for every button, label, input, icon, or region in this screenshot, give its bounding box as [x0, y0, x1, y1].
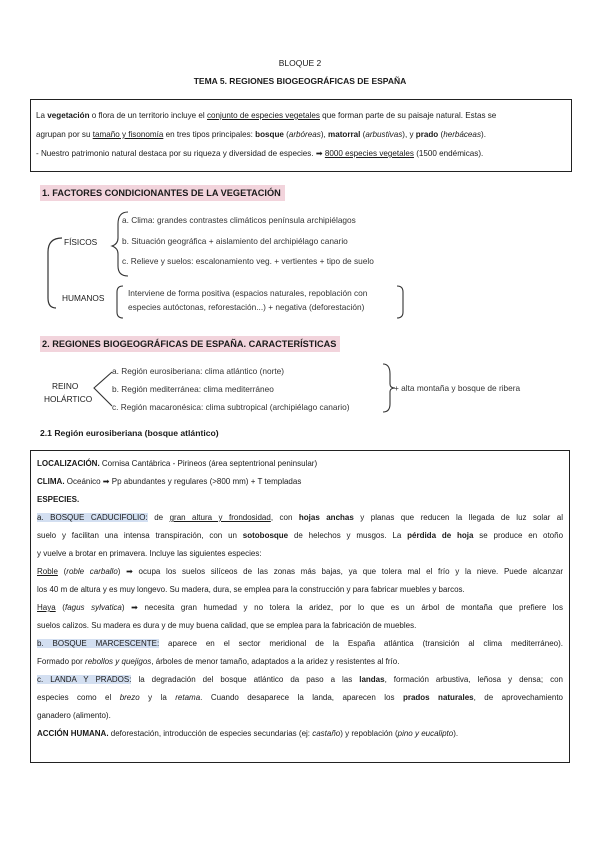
factor-c: c. Relieve y suelos: escalonamiento veg. + vertientes + tipo de suelo	[122, 256, 374, 266]
caducifolio-line-2: suelo y facilitan una intensa transpiración, con un sotobosque de helechos y musgos. La pérdida de hoja se produce en otoño	[37, 531, 564, 540]
factor-a: a. Clima: grandes contrastes climáticos península archipiélagos	[122, 215, 356, 225]
page-title: TEMA 5. REGIONES BIOGEOGRÁFICAS DE ESPAÑA	[193, 76, 407, 86]
accion-humana-line: ACCIÓN HUMANA. deforestación, introducción de especies secundarias (ej: castaño) y repoblación (pino y eucalipto).	[37, 729, 459, 738]
subsection-2-1-heading: 2.1 Región eurosiberiana (bosque atlántico)	[40, 428, 219, 438]
holartico-label: HOLÁRTICO	[44, 394, 93, 404]
landa-line-1: c. LANDA Y PRADOS: la degradación del bosque atlántico da paso a las landas, formación arbustiva, leñosa y densa; con	[37, 675, 563, 684]
section-2-heading: 2. REGIONES BIOGEOGRÁFICAS DE ESPAÑA. CARACTERÍSTICAS	[40, 334, 340, 352]
roble-line-1: Roble (roble carballo) ➡ ocupa los suelos silíceos de las zonas más bajas, ya que tolera mal el frío y la nieve. Puede alcanzar	[37, 567, 564, 576]
landa-line-2: especies como el brezo y la retama. Cuando desaparece la landa, aparecen los prados naturales, de aprovechamiento	[37, 693, 563, 702]
region-b: b. Región mediterránea: clima mediterráneo	[112, 384, 274, 394]
localizacion-line: LOCALIZACIÓN. Cornisa Cantábrica - Pirineos (área septentrional peninsular)	[37, 459, 318, 468]
reino-arrow-brace	[90, 364, 114, 412]
intro-line-3: - Nuestro patrimonio natural destaca por su riqueza y diversidad de especies. ➡ 8000 especies vegetales (1500 endémicas).	[36, 149, 484, 158]
region-a: a. Región eurosiberiana: clima atlántico (norte)	[112, 366, 285, 376]
eurosiberiana-box	[30, 450, 570, 763]
humanos-bracket-right	[394, 284, 408, 320]
bloque-label: BLOQUE 2	[278, 58, 322, 68]
marcescente-line-2: Formado por rebollos y quejigos, árboles de menor tamaño, adaptados a la aridez y resistentes al frío.	[37, 657, 400, 666]
fisicos-label: FÍSICOS	[64, 237, 98, 247]
reino-label: REINO	[52, 381, 79, 391]
caducifolio-line-1: a. BOSQUE CADUCIFOLIO: de gran altura y frondosidad, con hojas anchas y planas que reducen la llegada de luz solar al	[37, 513, 564, 522]
caducifolio-line-3: y vuelve a brotar en primavera. Incluye las siguientes especies:	[37, 549, 262, 558]
intro-box	[30, 99, 572, 172]
humanos-bracket	[112, 284, 126, 320]
landa-line-3: ganadero (alimento).	[37, 711, 111, 720]
humanos-line-2: especies autóctonas, reforestación...) + negativa (deforestación)	[128, 302, 365, 312]
haya-line-1: Haya (fagus sylvatica) ➡ necesita gran humedad y no tolera la aridez, por lo que es un árbol de montaña que prefiere los	[37, 603, 564, 612]
roble-line-2: los 40 m de altura y es muy longevo. Su madera, dura, se emplea para la construcción y para fabricar muebles y barcos.	[37, 585, 465, 594]
especies-heading: ESPECIES.	[37, 495, 80, 504]
marcescente-line-1: b. BOSQUE MARCESCENTE: aparece en el sector meridional de la España atlántica (transición al clima mediterráneo).	[37, 639, 563, 648]
region-extra: + alta montaña y bosque de ribera	[394, 383, 521, 393]
factor-b: b. Situación geográfica + aislamiento del archipiélago canario	[122, 236, 348, 246]
intro-line-2: agrupan por su tamaño y fisonomía en tres tipos principales: bosque (arbóreas), matorral (arbustivas), y prado (herbáceas).	[36, 130, 486, 139]
clima-line: CLIMA. Oceánico ➡ Pp abundantes y regulares (>800 mm) + T templadas	[37, 477, 302, 486]
intro-line-1: La vegetación o flora de un territorio incluye el conjunto de especies vegetales que forman parte de su paisaje natural. Estas se	[36, 111, 497, 120]
haya-line-2: suelos calizos. Su madera es dura y de muy buena calidad, que se emplea para la fabricación de muebles.	[37, 621, 417, 630]
region-c: c. Región macaronésica: clima subtropical (archipiélago canario)	[112, 402, 350, 412]
humanos-line-1: Interviene de forma positiva (espacios naturales, repoblación con	[128, 288, 368, 298]
section-1-heading: 1. FACTORES CONDICIONANTES DE LA VEGETACIÓN	[40, 183, 285, 201]
humanos-label: HUMANOS	[62, 293, 105, 303]
